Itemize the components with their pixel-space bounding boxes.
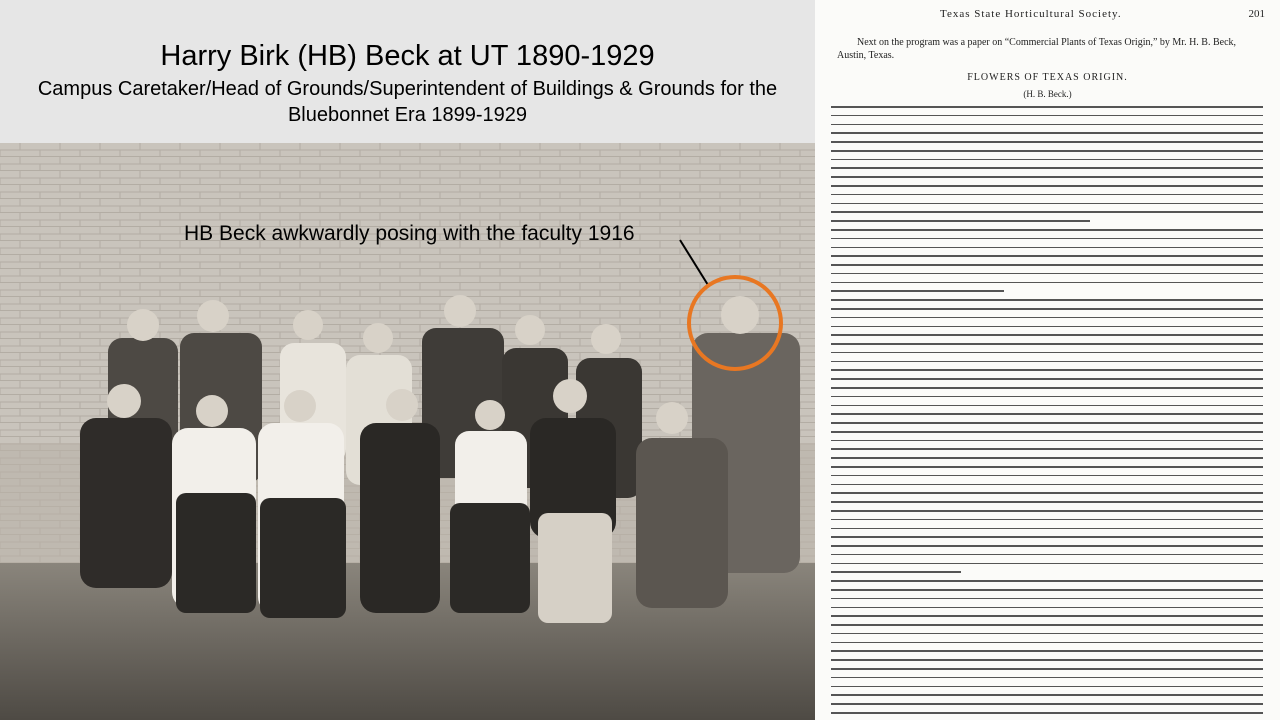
text-line — [831, 124, 1263, 126]
text-line — [831, 326, 1263, 328]
text-line — [831, 387, 1263, 389]
text-line — [831, 203, 1263, 205]
text-line — [831, 440, 1263, 442]
text-line — [831, 361, 1263, 363]
text-line — [831, 457, 1263, 459]
text-line — [831, 598, 1263, 600]
text-line — [831, 273, 1263, 275]
text-line — [831, 650, 1263, 652]
text-line — [831, 115, 1263, 117]
text-line — [831, 484, 1263, 486]
text-line — [831, 264, 1263, 266]
text-line — [831, 220, 1090, 222]
text-line — [831, 668, 1263, 670]
text-line — [831, 422, 1263, 424]
section-author: (H. B. Beck.) — [1023, 89, 1072, 99]
text-line — [831, 536, 1263, 538]
text-line — [831, 255, 1263, 257]
text-line — [831, 501, 1263, 503]
text-line — [831, 132, 1263, 134]
text-line — [831, 545, 1263, 547]
text-line — [831, 352, 1263, 354]
text-line — [831, 334, 1263, 336]
text-line — [831, 229, 1263, 231]
photo-caption: HB Beck awkwardly posing with the faculty 1916 — [184, 222, 635, 245]
page-number: 201 — [1248, 8, 1265, 20]
text-line — [831, 580, 1263, 582]
text-line — [831, 211, 1263, 213]
text-line — [831, 571, 961, 573]
body-text-lines — [831, 106, 1263, 720]
text-line — [831, 554, 1263, 556]
text-line — [831, 413, 1263, 415]
text-line — [831, 378, 1263, 380]
text-line — [831, 369, 1263, 371]
intro-paragraph: Next on the program was a paper on “Commercial Plants of Texas Origin,” by Mr. H. B. Beck, Austin, Texas. — [837, 37, 1237, 61]
text-line — [831, 563, 1263, 565]
text-line — [831, 633, 1263, 635]
text-line — [831, 431, 1263, 433]
text-line — [831, 308, 1263, 310]
text-line — [831, 290, 1004, 292]
text-line — [831, 167, 1263, 169]
text-line — [831, 405, 1263, 407]
text-line — [831, 238, 1263, 240]
text-line — [831, 659, 1263, 661]
slide-subtitle: Campus Caretaker/Head of Grounds/Superintendent of Buildings & Grounds for the Bluebonnet Era 1899-1929 — [37, 78, 778, 126]
text-line — [831, 607, 1263, 609]
text-line — [831, 642, 1263, 644]
text-line — [831, 317, 1263, 319]
text-line — [831, 150, 1263, 152]
text-line — [831, 282, 1263, 284]
text-line — [831, 448, 1263, 450]
text-line — [831, 141, 1263, 143]
text-line — [831, 624, 1263, 626]
text-line — [831, 510, 1263, 512]
text-line — [831, 492, 1263, 494]
text-line — [831, 712, 1263, 714]
text-line — [831, 686, 1263, 688]
text-line — [831, 615, 1263, 617]
text-line — [831, 519, 1263, 521]
text-line — [831, 343, 1263, 345]
text-line — [831, 528, 1263, 530]
slide-title: Harry Birk (HB) Beck at UT 1890-1929 — [160, 40, 655, 72]
text-line — [831, 475, 1263, 477]
text-line — [831, 247, 1263, 249]
text-line — [831, 194, 1263, 196]
text-line — [831, 396, 1263, 398]
text-line — [831, 589, 1263, 591]
text-line — [831, 159, 1263, 161]
title-band — [0, 0, 815, 143]
text-line — [831, 703, 1263, 705]
text-line — [831, 106, 1263, 108]
text-line — [831, 176, 1263, 178]
text-line — [831, 466, 1263, 468]
section-title: FLOWERS OF TEXAS ORIGIN. — [967, 72, 1128, 83]
text-line — [831, 299, 1263, 301]
document-page — [815, 0, 1280, 720]
running-head: Texas State Horticultural Society. — [940, 8, 1122, 20]
text-line — [831, 694, 1263, 696]
text-line — [831, 185, 1263, 187]
text-line — [831, 677, 1263, 679]
